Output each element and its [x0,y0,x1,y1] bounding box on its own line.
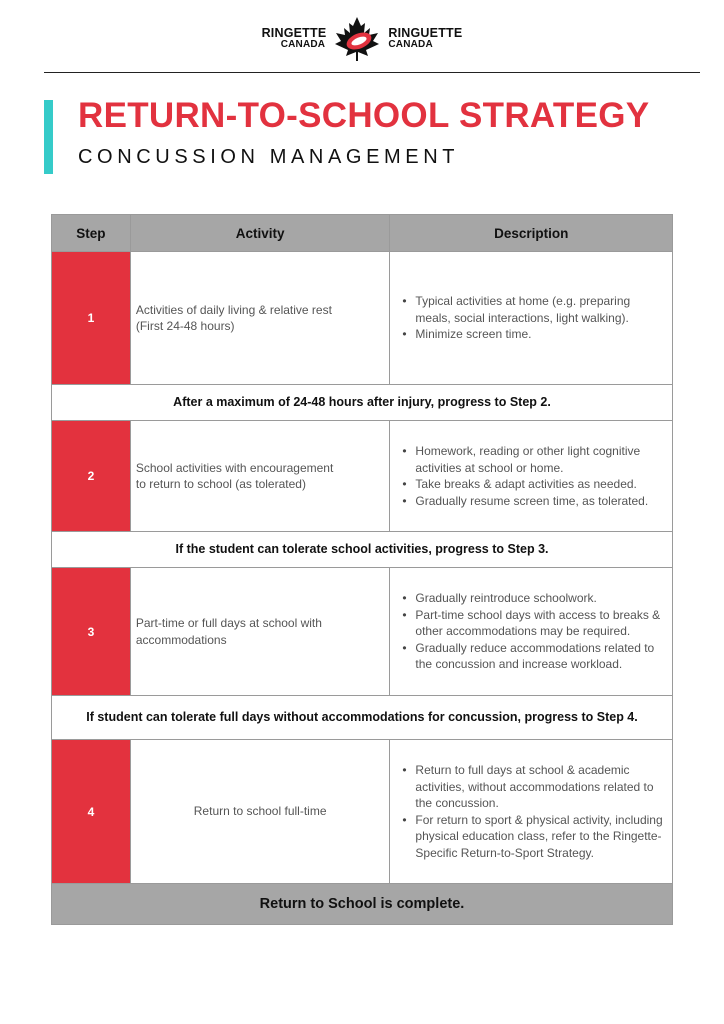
step-number: 1 [52,252,131,385]
description-item: • Gradually resume screen time, as tolerated. [394,493,666,510]
progress-note: After a maximum of 24-48 hours after injury, progress to Step 2. [52,385,673,421]
completion-message: Return to School is complete. [52,884,673,925]
step-number: 3 [52,568,131,696]
activity-line: accommodations [135,632,227,647]
logo-en-line1: RINGETTE [261,26,327,40]
logo-en-line2: CANADA [280,39,326,50]
return-to-school-table [51,214,673,925]
header-step: Step [52,215,131,252]
page-subtitle: CONCUSSION MANAGEMENT [78,146,460,168]
ringette-canada-logo [262,16,463,62]
table-row-step-2 [52,421,673,532]
logo-text-english [262,27,327,51]
activity-line: Part-time or full days at school with [135,616,322,630]
description-item: • Part-time school days with access to breaks & other accommodations may be required. [394,607,666,640]
progress-note-row [52,532,673,568]
step-activity [130,252,390,385]
description-list [394,762,666,861]
table-row-step-3 [52,568,673,696]
step-activity [130,568,390,696]
description-list [394,590,666,673]
progress-note: If student can tolerate full days without accommodations for concussion, progress to Step 4. [52,696,673,740]
description-item: • Minimize screen time. [394,326,666,343]
progress-note-row [52,696,673,740]
progress-note-row [52,385,673,421]
logo-text-french [388,27,462,51]
description-item: • For return to sport & physical activity, including physical education class, refer to the Ringette-Specific Return-to-Sport Strategy. [394,812,666,862]
step-number: 2 [52,421,131,532]
header-activity: Activity [130,215,390,252]
step-activity [130,421,390,532]
table-row-step-4 [52,740,673,884]
logo-fr-line1: RINGUETTE [388,26,463,40]
activity-line: School activities with encouragement [135,460,334,475]
page-title: RETURN-TO-SCHOOL STRATEGY [78,96,650,135]
step-number: 4 [52,740,131,884]
description-item: • Return to full days at school & academic activities, without accommodations related to the concussion. [394,762,666,812]
progress-note: If the student can tolerate school activities, progress to Step 3. [52,532,673,568]
description-item: • Gradually reduce accommodations related to the concussion and increase workload. [394,640,666,673]
header-divider [44,72,700,73]
logo-fr-line2: CANADA [388,39,433,50]
description-item: • Gradually reintroduce schoolwork. [394,590,666,607]
activity-line: to return to school (as tolerated) [135,477,306,491]
step-description [390,252,673,385]
description-list [394,293,666,343]
maple-leaf-ring-icon [332,16,382,62]
final-row [52,884,673,925]
step-description [390,568,673,696]
step-description [390,740,673,884]
activity-line: (First 24-48 hours) [135,319,235,333]
table-header-row [52,215,673,252]
activity-line: Return to school full-time [193,804,327,819]
description-item: • Typical activities at home (e.g. preparing meals, social interactions, light walking). [394,293,666,326]
header [0,15,724,63]
activity-line: Activities of daily living & relative rest [135,302,332,317]
description-item: • Take breaks & adapt activities as needed. [394,476,666,493]
description-list [394,443,666,509]
table-row-step-1 [52,252,673,385]
header-description: Description [390,215,673,252]
title-accent-bar [44,100,53,174]
description-item: • Homework, reading or other light cognitive activities at school or home. [394,443,666,476]
step-description [390,421,673,532]
step-activity [130,740,390,884]
